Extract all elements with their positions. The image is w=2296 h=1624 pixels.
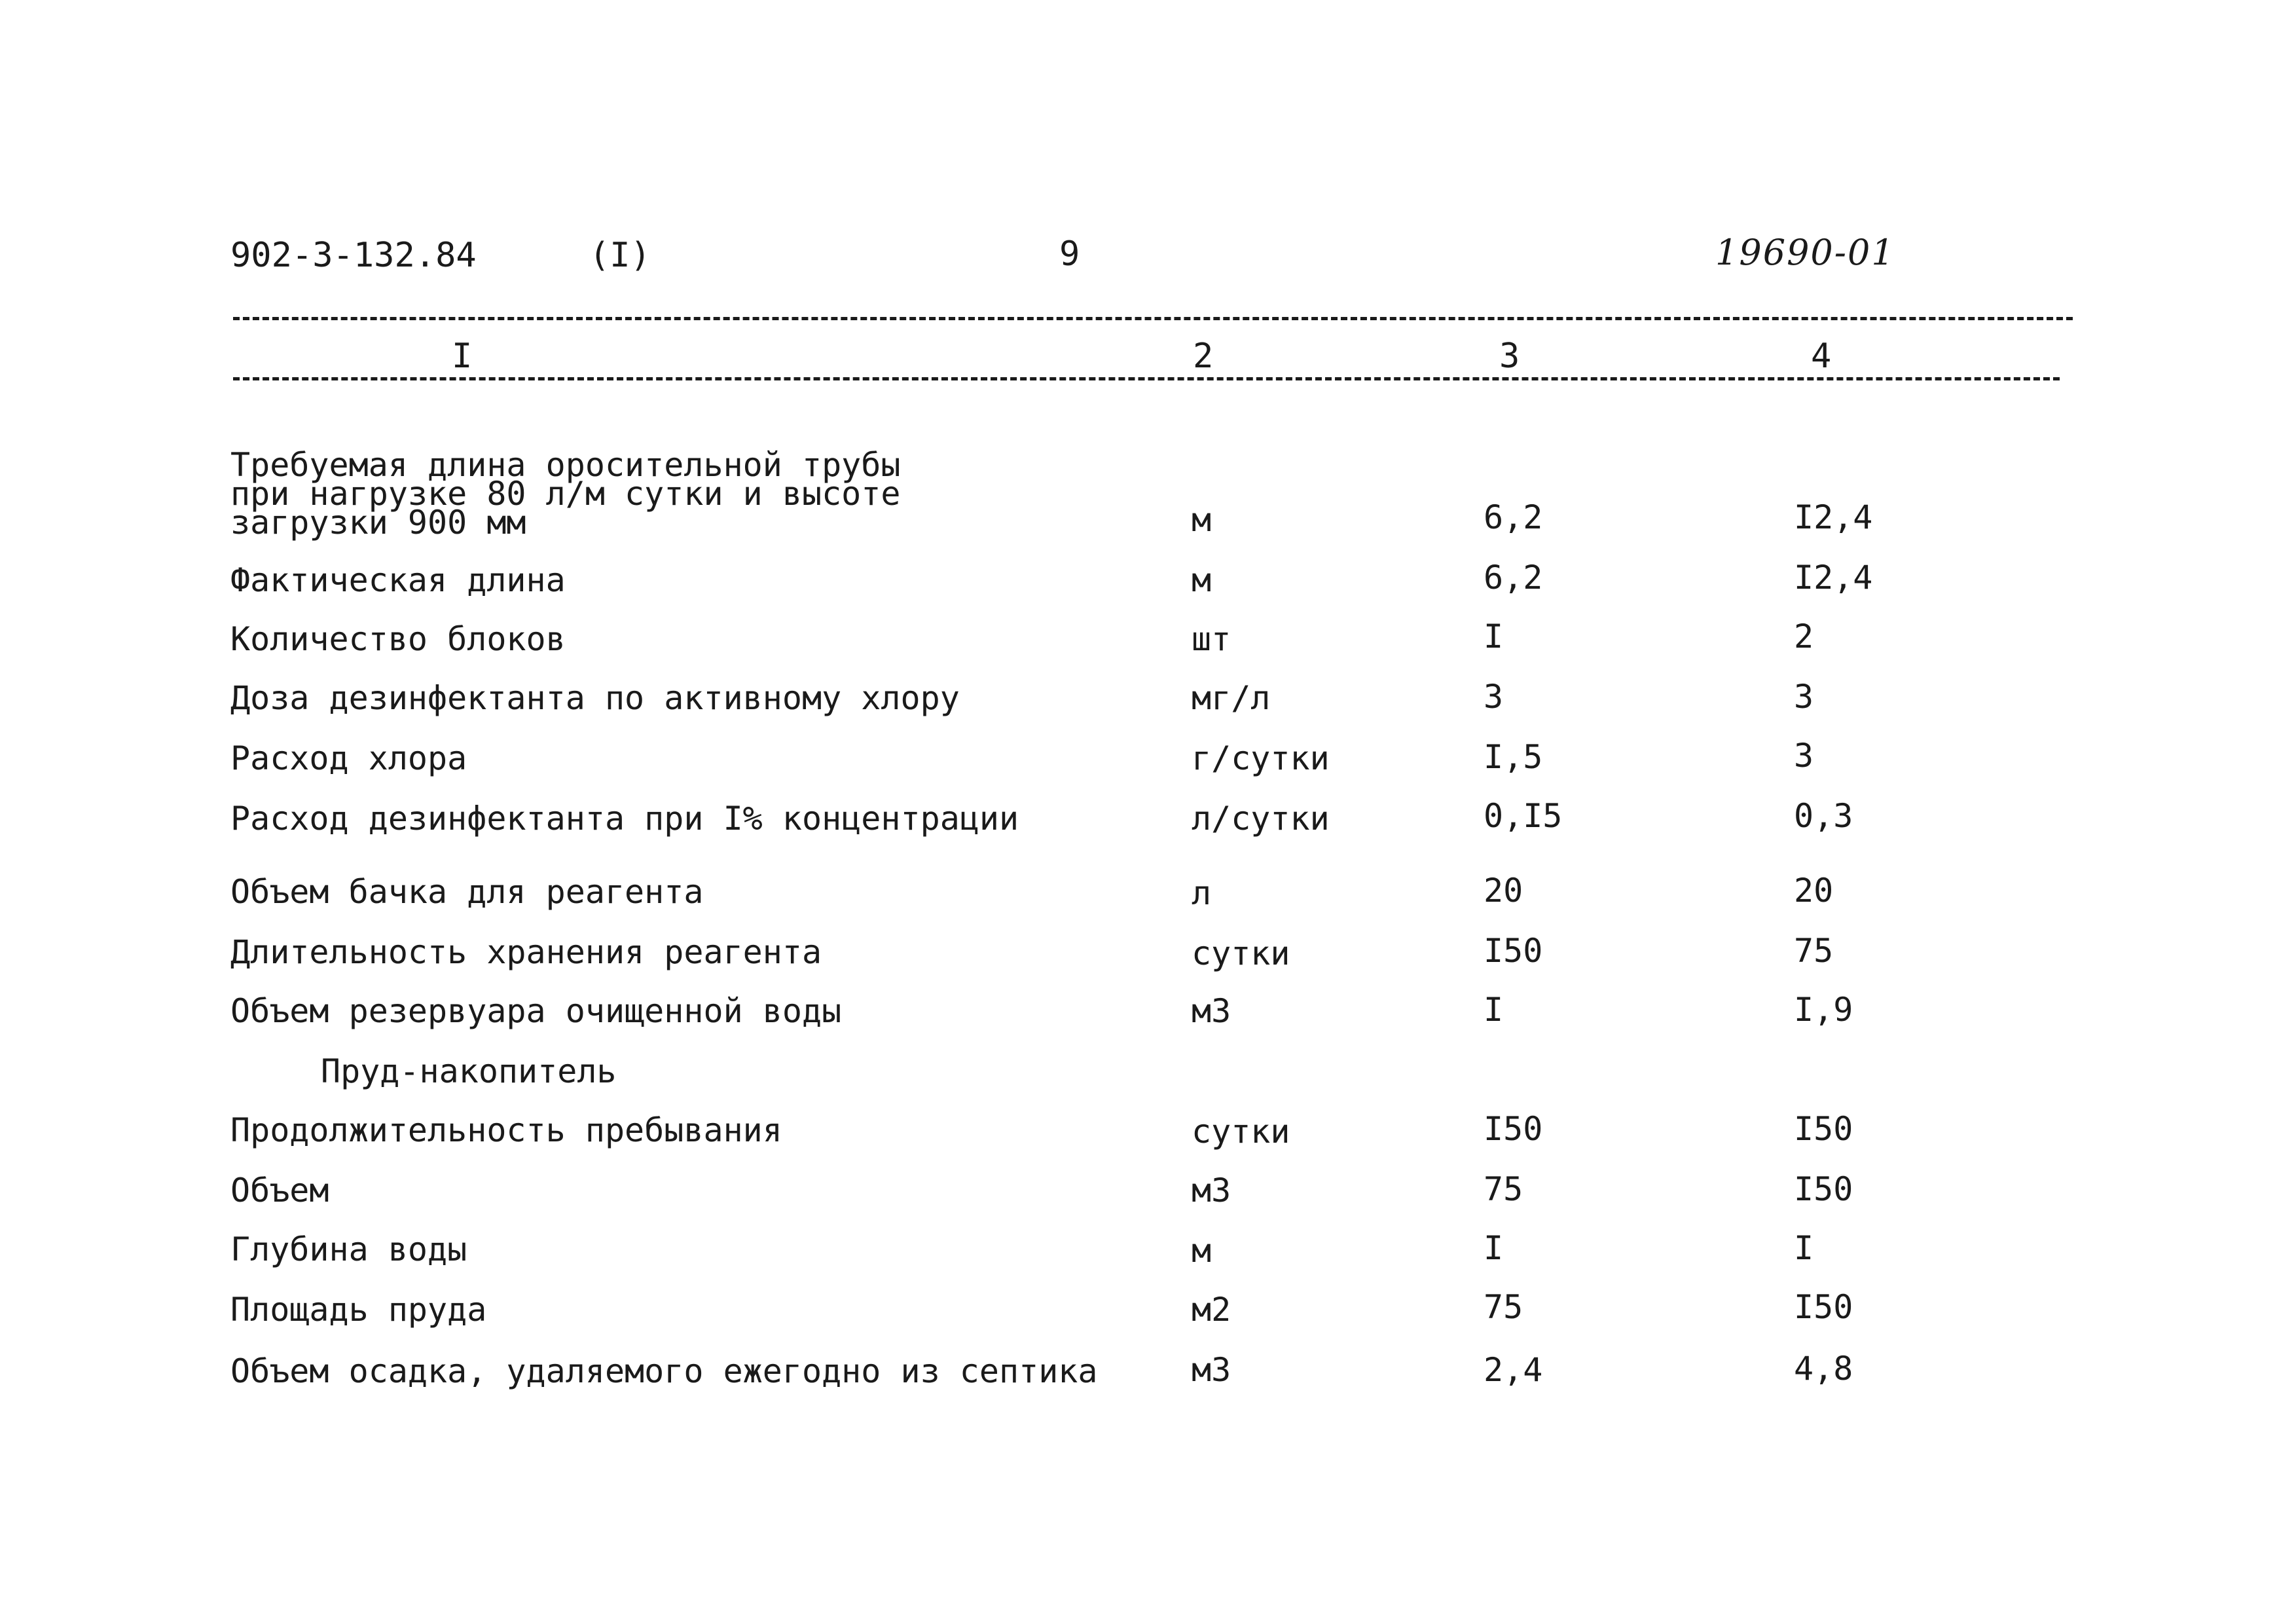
column-header-3: 3 bbox=[1499, 337, 1520, 376]
table-row-param: Фактическая длина bbox=[230, 561, 566, 599]
column-header-2: 2 bbox=[1193, 337, 1214, 376]
table-row-value-3: 20 bbox=[1484, 872, 1523, 910]
page-number: 9 bbox=[1059, 234, 1080, 274]
table-row-value-4: I50 bbox=[1794, 1288, 1853, 1326]
document-code: 902-3-132.84 bbox=[230, 236, 477, 275]
table-row-unit: л bbox=[1192, 874, 1212, 912]
table-row-param: Продолжительность пребывания bbox=[230, 1111, 782, 1149]
table-row-unit: м bbox=[1192, 1232, 1212, 1270]
table-row-value-3: 75 bbox=[1484, 1288, 1523, 1326]
table-row-param: Доза дезинфектанта по активному хлору bbox=[230, 679, 960, 717]
table-row-unit: м bbox=[1192, 561, 1212, 599]
table-row-value-4: 2 bbox=[1794, 618, 1814, 655]
table-row-unit: м2 bbox=[1192, 1291, 1231, 1329]
table-row-unit: м3 bbox=[1192, 992, 1231, 1030]
table-row-unit: шт bbox=[1192, 620, 1231, 658]
table-row-param: Объем bbox=[230, 1172, 329, 1209]
table-row-value-4: I2,4 bbox=[1794, 498, 1873, 536]
sheet-part: (I) bbox=[589, 236, 651, 275]
table-row-unit: м3 bbox=[1192, 1172, 1231, 1209]
table-row-value-4: I,9 bbox=[1794, 991, 1853, 1029]
table-row-value-4: 3 bbox=[1794, 737, 1814, 775]
table-row-value-4: 20 bbox=[1794, 872, 1834, 910]
table-row-value-4: I50 bbox=[1794, 1110, 1853, 1148]
table-row-value-3: 3 bbox=[1484, 678, 1504, 716]
table-row-value-4: 4,8 bbox=[1794, 1350, 1853, 1388]
table-row-value-3: I50 bbox=[1484, 1110, 1543, 1148]
table-row-param: Глубина воды bbox=[230, 1230, 467, 1268]
table-row-value-3: 6,2 bbox=[1484, 498, 1543, 536]
table-row-value-3: 2,4 bbox=[1484, 1351, 1543, 1389]
table-row-unit: г/сутки bbox=[1192, 739, 1330, 777]
table-row-value-3: I bbox=[1484, 618, 1504, 655]
table-row-param: Требуемая длина оросительной трубы при нагрузке 80 л/м сутки и высоте загрузки 900 мм bbox=[230, 446, 901, 542]
table-row-value-3: 6,2 bbox=[1484, 559, 1543, 597]
table-row-unit: м bbox=[1192, 501, 1212, 539]
table-row-unit: сутки bbox=[1192, 934, 1290, 972]
table-row-value-4: 0,3 bbox=[1794, 797, 1853, 835]
column-header-4: 4 bbox=[1811, 337, 1832, 376]
table-row-param: Расход дезинфектанта при I% концентрации bbox=[230, 800, 1019, 838]
archive-number: 19690-01 bbox=[1715, 232, 1895, 273]
section-title: Пруд-накопитель bbox=[321, 1052, 617, 1090]
table-row-param: Количество блоков bbox=[230, 620, 566, 658]
table-row-value-3: I bbox=[1484, 1229, 1504, 1267]
table-row-param: Объем осадка, удаляемого ежегодно из септика bbox=[230, 1352, 1098, 1390]
table-row-value-3: 0,I5 bbox=[1484, 797, 1563, 835]
table-row-value-4: I50 bbox=[1794, 1170, 1853, 1208]
table-row-value-3: I,5 bbox=[1484, 738, 1543, 776]
table-row-unit: м3 bbox=[1192, 1351, 1231, 1389]
table-row-unit: мг/л bbox=[1192, 679, 1271, 717]
table-row-param: Объем резервуара очищенной воды bbox=[230, 992, 842, 1030]
table-row-value-4: 75 bbox=[1794, 932, 1834, 970]
column-header-1: I bbox=[452, 337, 473, 376]
table-row-unit: л/сутки bbox=[1192, 800, 1330, 838]
table-row-param: Объем бачка для реагента bbox=[230, 873, 704, 911]
table-row-value-4: I bbox=[1794, 1229, 1814, 1267]
table-row-param: Расход хлора bbox=[230, 739, 467, 777]
table-row-param: Длительность хранения реагента bbox=[230, 933, 822, 971]
table-row-value-3: I50 bbox=[1484, 932, 1543, 970]
table-row-value-3: I bbox=[1484, 991, 1504, 1029]
table-row-param: Площадь пруда bbox=[230, 1291, 487, 1329]
table-row-unit: сутки bbox=[1192, 1113, 1290, 1151]
table-row-value-4: 3 bbox=[1794, 678, 1814, 716]
table-row-value-3: 75 bbox=[1484, 1170, 1523, 1208]
table-row-value-4: I2,4 bbox=[1794, 559, 1873, 597]
